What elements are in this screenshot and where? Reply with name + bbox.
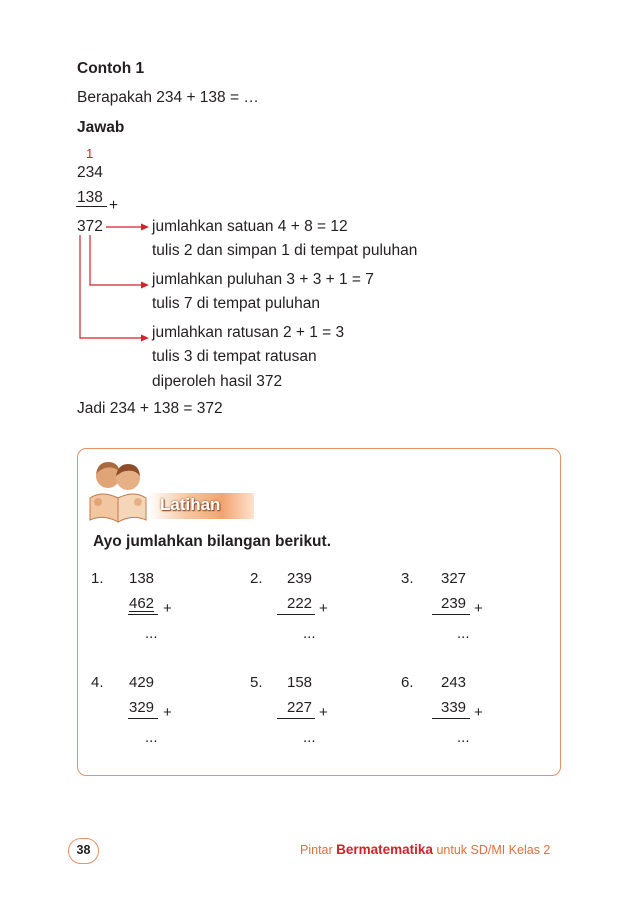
step-7: diperoleh hasil 372 xyxy=(152,373,283,390)
problem-addend-1: 239 xyxy=(287,570,313,587)
problem-answer: ... xyxy=(303,729,316,746)
footer-prefix: Pintar xyxy=(300,843,333,857)
step-1: jumlahkan satuan 4 + 8 = 12 xyxy=(152,218,348,235)
problem-number: 1. xyxy=(91,570,104,587)
problem-number: 2. xyxy=(250,570,263,587)
problem-number: 5. xyxy=(250,674,263,691)
problem-sum-line xyxy=(432,614,470,615)
problem-addend-2: 227 xyxy=(287,699,313,716)
problem-sum-line xyxy=(128,718,158,719)
footer-title xyxy=(300,842,550,857)
problem-answer: ... xyxy=(457,625,470,642)
problem-number: 6. xyxy=(401,674,414,691)
reading-children-icon xyxy=(88,458,148,524)
problem-plus: + xyxy=(319,600,328,617)
plus-sign: + xyxy=(109,197,119,214)
problem-addend-2: 329 xyxy=(129,699,155,716)
step-2: tulis 2 dan simpan 1 di tempat puluhan xyxy=(152,242,418,259)
problem-answer: ... xyxy=(145,625,158,642)
example-heading: Contoh 1 xyxy=(77,60,145,77)
problem-sum-line xyxy=(277,614,315,615)
addend-2: 138 xyxy=(77,189,103,206)
problem-plus: + xyxy=(163,704,172,721)
problem-answer: ... xyxy=(303,625,316,642)
exercise-instruction: Ayo jumlahkan bilangan berikut. xyxy=(93,533,331,550)
answer-label: Jawab xyxy=(77,119,125,136)
problem-plus: + xyxy=(474,704,483,721)
problem-addend-1: 429 xyxy=(129,674,155,691)
problem-sum-line xyxy=(277,718,315,719)
problem-plus: + xyxy=(319,704,328,721)
problem-plus: + xyxy=(163,600,172,617)
step-4: tulis 7 di tempat puluhan xyxy=(152,295,321,312)
problem-addend-1: 327 xyxy=(441,570,467,587)
sum-result: 372 xyxy=(77,218,103,235)
problem-addend-1: 138 xyxy=(129,570,155,587)
problem-answer: ... xyxy=(145,729,158,746)
problem-addend-1: 243 xyxy=(441,674,467,691)
problem-number: 3. xyxy=(401,570,414,587)
problem-sum-line xyxy=(128,614,158,615)
page-number: 38 xyxy=(68,838,99,864)
problem-sum-line xyxy=(432,718,470,719)
latihan-title: Latihan xyxy=(160,495,221,514)
problem-number: 4. xyxy=(91,674,104,691)
problem-answer: ... xyxy=(457,729,470,746)
problem-addend-2: 222 xyxy=(287,595,313,612)
step-3: jumlahkan puluhan 3 + 3 + 1 = 7 xyxy=(152,271,374,288)
footer-suffix: untuk SD/MI Kelas 2 xyxy=(436,843,551,857)
step-5: jumlahkan ratusan 2 + 1 = 3 xyxy=(152,324,345,341)
problem-addend-1: 158 xyxy=(287,674,313,691)
step-6: tulis 3 di tempat ratusan xyxy=(152,348,317,365)
conclusion: Jadi 234 + 138 = 372 xyxy=(77,400,223,417)
addend-1: 234 xyxy=(77,164,103,181)
problem-addend-2: 339 xyxy=(441,699,467,716)
example-question: Berapakah 234 + 138 = … xyxy=(77,89,259,106)
problem-addend-2: 239 xyxy=(441,595,467,612)
problem-plus: + xyxy=(474,600,483,617)
carry-digit: 1 xyxy=(86,146,94,161)
problem-addend-2: 462 xyxy=(129,595,155,612)
footer-brand: Bermatematika xyxy=(336,842,433,857)
